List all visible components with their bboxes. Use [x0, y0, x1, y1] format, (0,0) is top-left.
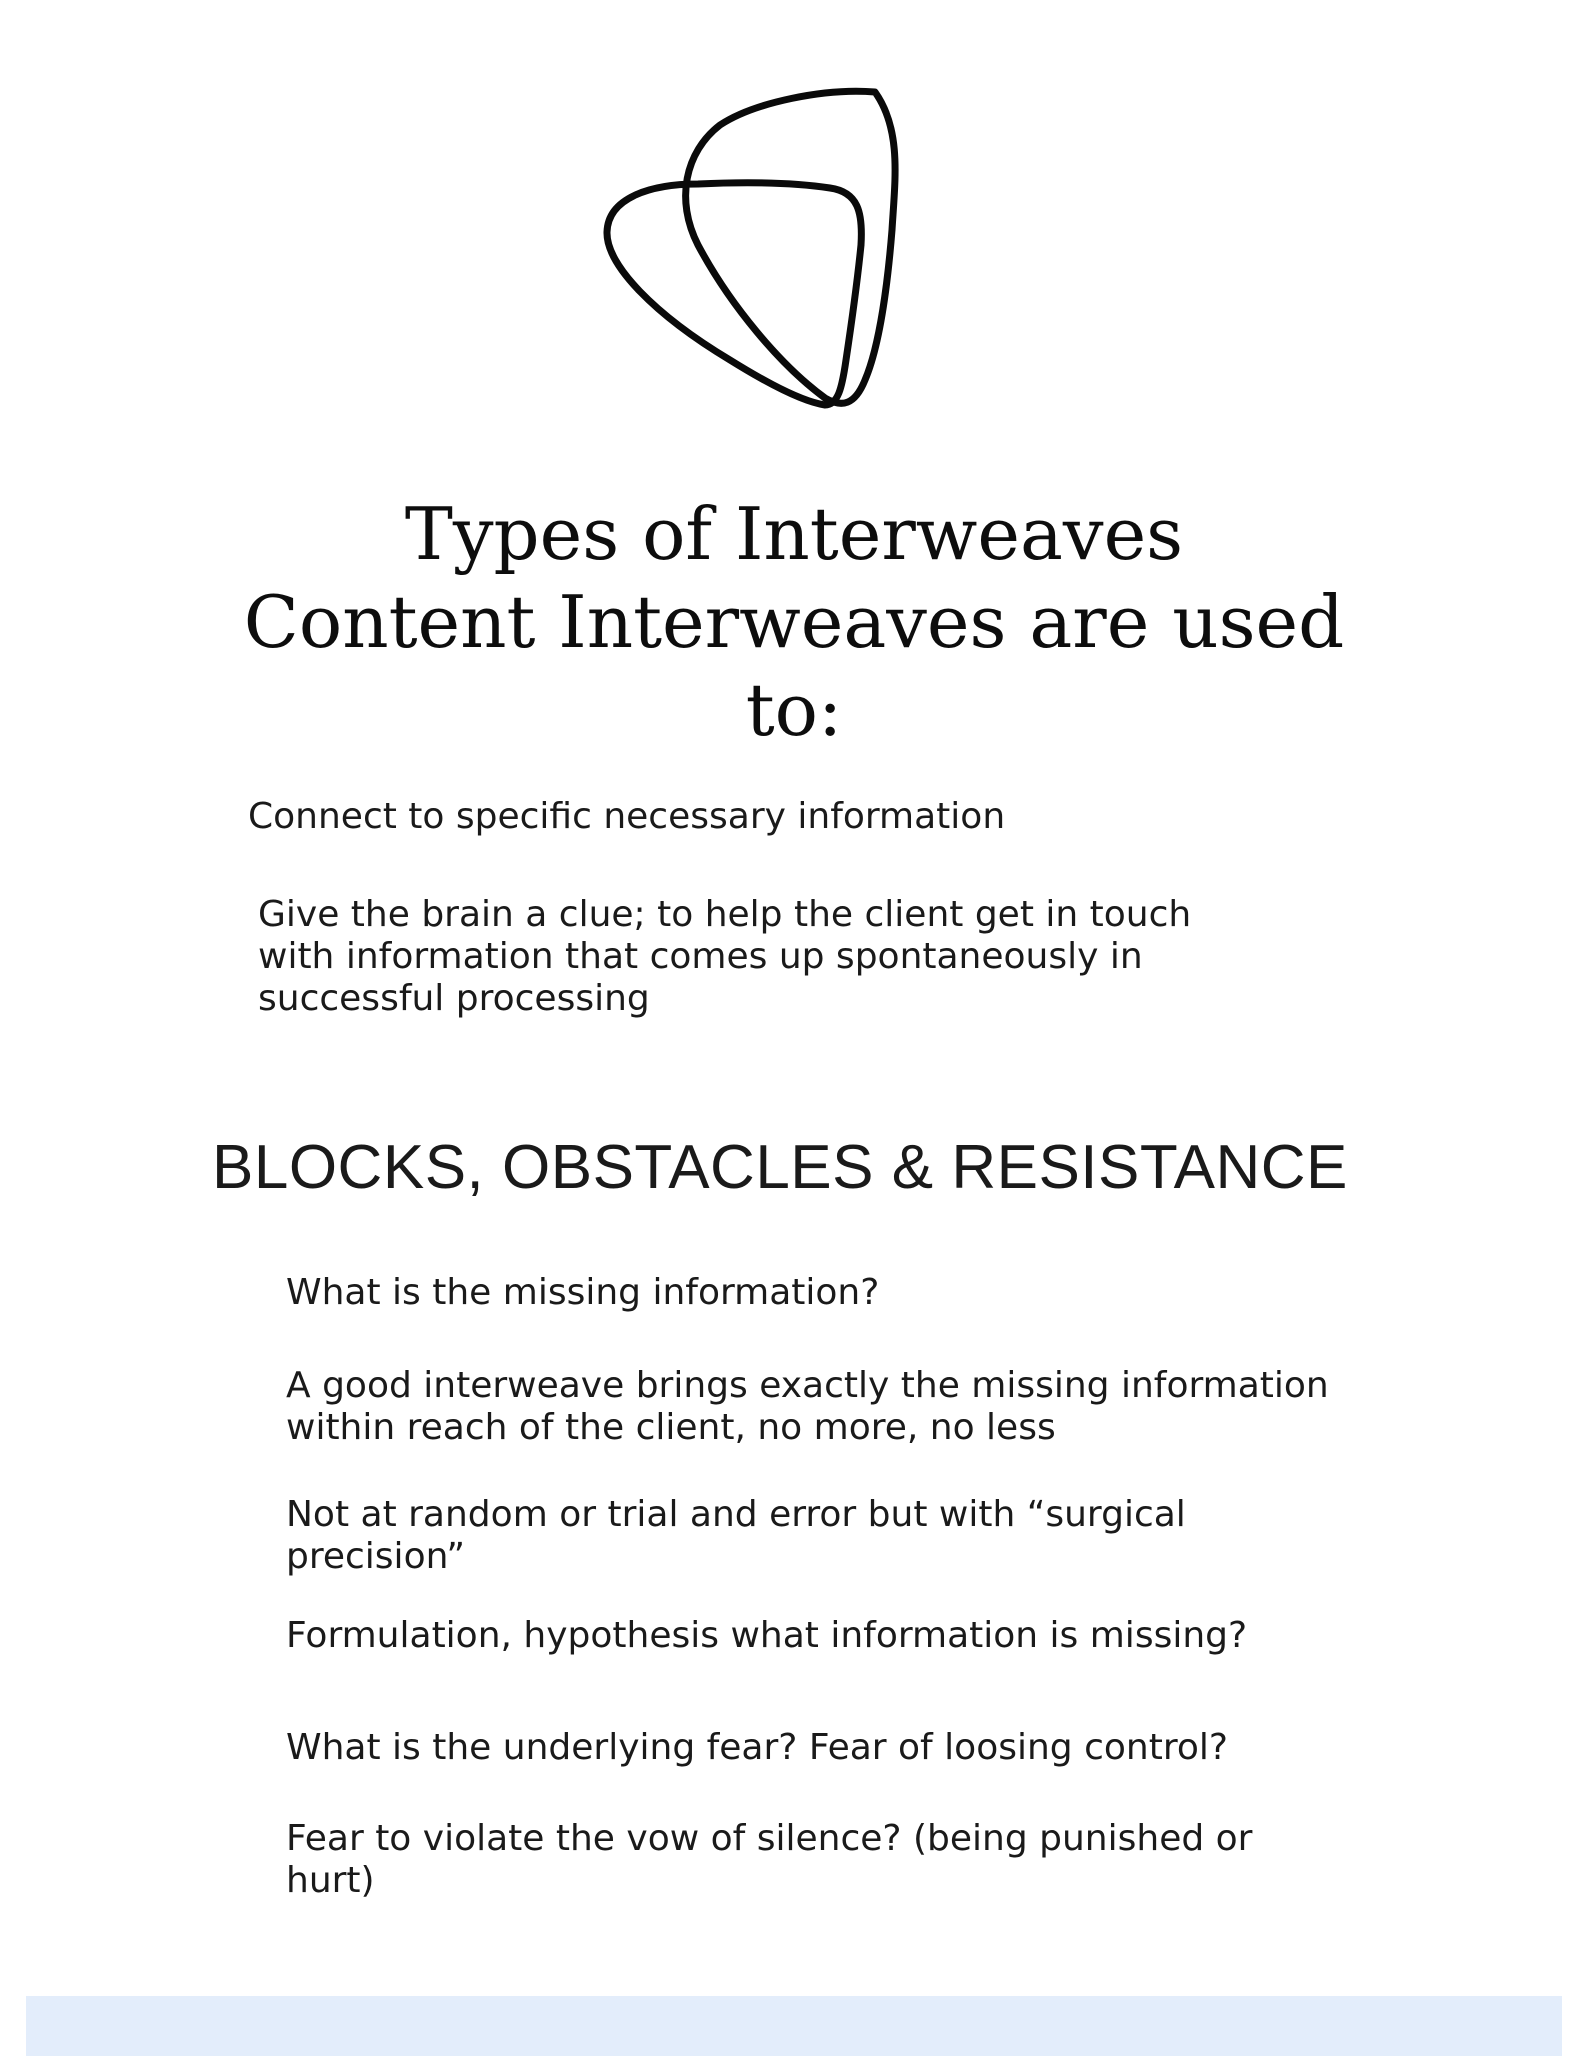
title-line-2: Content Interweaves are used	[243, 580, 1345, 664]
abstract-line-logo-icon	[580, 80, 1000, 430]
list-item: Fear to violate the vow of silence? (being punished or hurt)	[286, 1818, 1253, 1901]
list-item: What is the underlying fear? Fear of loosing control?	[286, 1727, 1228, 1768]
title-line-3: to:	[745, 668, 843, 752]
list-item: Formulation, hypothesis what information is missing?	[286, 1615, 1248, 1656]
footer-band	[26, 1996, 1562, 2056]
page-title	[0, 490, 1588, 754]
list-item: What is the missing information?	[286, 1272, 880, 1313]
title-line-1: Types of Interweaves	[404, 492, 1184, 576]
list-item: Not at random or trial and error but with “surgical precision”	[286, 1494, 1186, 1577]
section-heading: BLOCKS, OBSTACLES & RESISTANCE	[212, 1133, 1348, 1202]
intro-item: Give the brain a clue; to help the client get in touch with information that comes up spontaneously in successful processing	[258, 894, 1192, 1019]
list-item: A good interweave brings exactly the missing information within reach of the client, no more, no less	[286, 1365, 1329, 1448]
intro-item: Connect to specific necessary information	[248, 796, 1006, 837]
